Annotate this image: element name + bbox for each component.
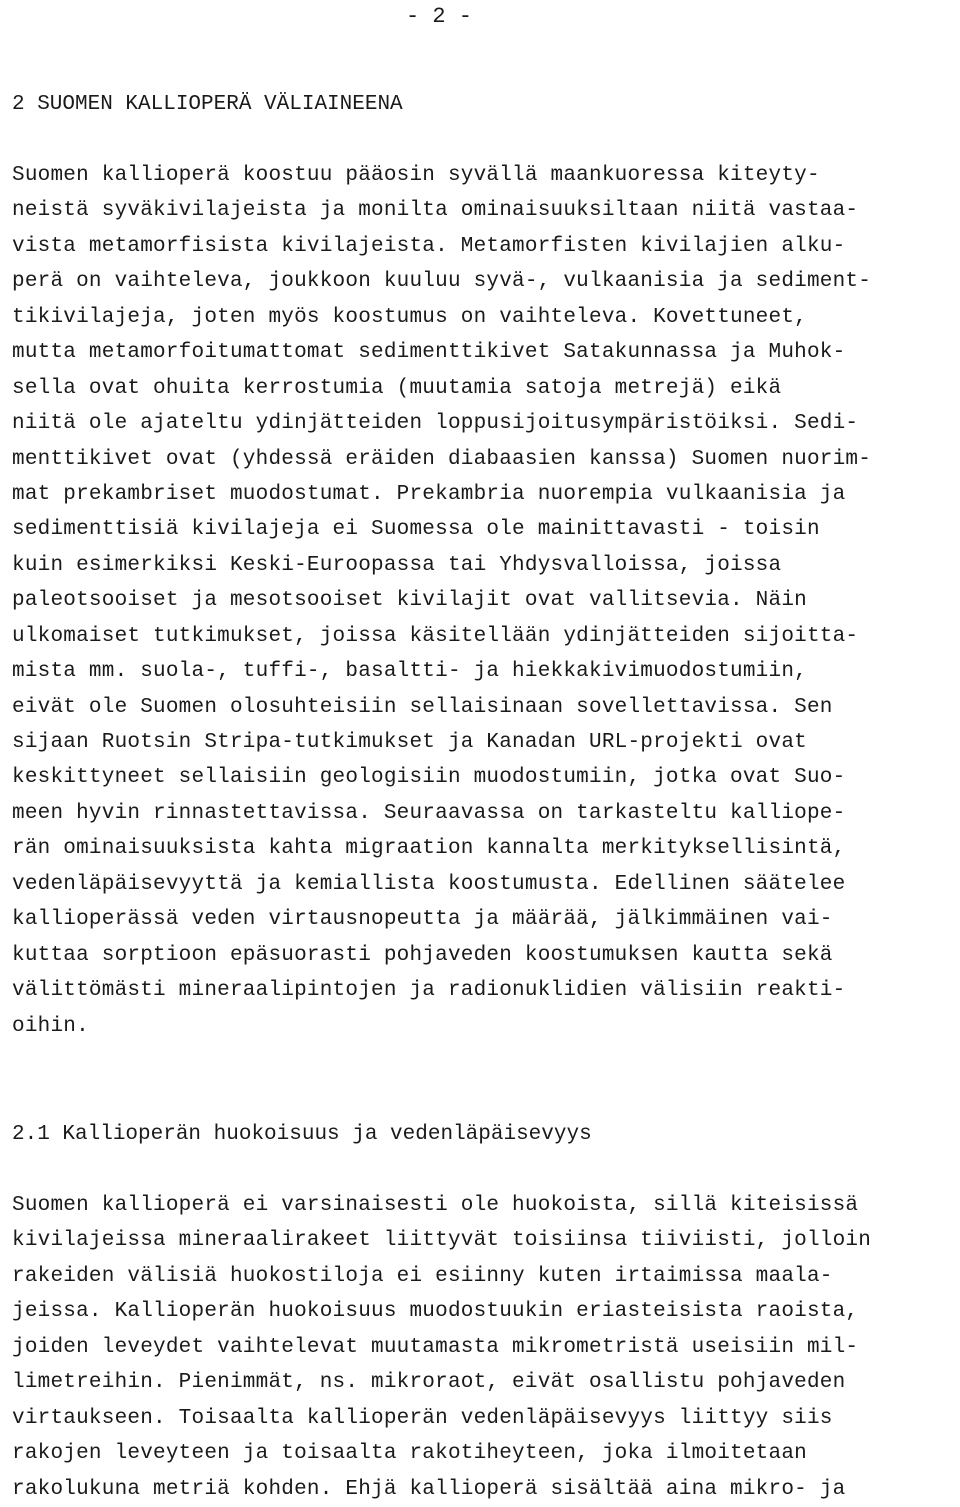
subsection-paragraph — [12, 1188, 960, 1507]
page-number: - 2 - — [406, 4, 473, 29]
section-heading: 2 SUOMEN KALLIOPERÄ VÄLIAINEENA — [12, 93, 403, 116]
text-line: keskittyneet sellaisiin geologisiin muodostumiin, jotka ovat Suo- — [12, 766, 846, 790]
text-line: kuin esimerkiksi Keski-Euroopassa tai Yhdysvalloissa, joissa — [12, 553, 782, 577]
text-line: välittömästi mineraalipintojen ja radionuklidien välisiin reakti- — [12, 979, 846, 1003]
text-line: kallioperässä veden virtausnopeutta ja määrää, jälkimmäinen vai- — [12, 908, 833, 932]
text-line: Suomen kallioperä koostuu pääosin syvällä maankuoressa kiteyty- — [12, 164, 820, 187]
text-line: perä on vaihteleva, joukkoon kuuluu syvä-, vulkaanisia ja sediment- — [12, 270, 872, 294]
text-line: mista mm. suola-, tuffi-, basaltti- ja hiekkakivimuodostumiin, — [12, 660, 807, 684]
text-line: rän ominaisuuksista kahta migraation kannalta merkityksellisintä, — [12, 837, 846, 861]
text-line: limetreihin. Pienimmät, ns. mikroraot, eivät osallistu pohjaveden — [12, 1371, 846, 1395]
text-line: menttikivet ovat (yhdessä eräiden diabaasien kanssa) Suomen nuorim- — [12, 447, 872, 471]
text-line: joiden leveydet vaihtelevat muutamasta mikrometristä useisiin mil- — [12, 1335, 859, 1359]
text-line: mat prekambriset muodostumat. Prekambria nuorempia vulkaanisia ja — [12, 482, 846, 506]
text-line: oihin. — [12, 1014, 89, 1038]
text-line: sella ovat ohuita kerrostumia (muutamia satoja metrejä) eikä — [12, 376, 782, 400]
text-line: kivilajeissa mineraalirakeet liittyvät toisiinsa tiiviisti, jolloin — [12, 1229, 872, 1253]
text-line: sijaan Ruotsin Stripa-tutkimukset ja Kanadan URL-projekti ovat — [12, 731, 807, 754]
text-line: mutta metamorfoitumattomat sedimenttikivet Satakunnassa ja Muhok- — [12, 341, 846, 365]
text-line: virtaukseen. Toisaalta kallioperän vedenläpäisevyys liittyy siis — [12, 1406, 833, 1430]
text-line: jeissa. Kallioperän huokoisuus muodostuukin eriasteisista raoista, — [12, 1300, 859, 1324]
text-line: rakojen leveyteen ja toisaalta rakotiheyteen, joka ilmoitetaan — [12, 1442, 807, 1466]
text-line: vedenläpäisevyyttä ja kemiallista koostumusta. Edellinen säätelee — [12, 872, 846, 896]
text-line: Suomen kallioperä ei varsinaisesti ole huokoista, sillä kiteisissä — [12, 1194, 859, 1217]
text-line: rakeiden välisiä huokostiloja ei esiinny kuten irtaimissa maala- — [12, 1264, 833, 1288]
text-line: tikivilajeja, joten myös koostumus on vaihteleva. Kovettuneet, — [12, 305, 807, 329]
text-line: vista metamorfisista kivilajeista. Metamorfisten kivilajien alku- — [12, 234, 846, 258]
text-line: paleotsooiset ja mesotsooiset kivilajit ovat vallitsevia. Näin — [12, 589, 807, 613]
text-line: eivät ole Suomen olosuhteisiin sellaisinaan sovellettavissa. Sen — [12, 695, 833, 719]
text-line: meen hyvin rinnastettavissa. Seuraavassa on tarkasteltu kalliope- — [12, 801, 846, 825]
text-line: neistä syväkivilajeista ja monilta ominaisuuksiltaan niitä vastaa- — [12, 199, 859, 223]
text-line: rakolukuna metriä kohden. Ehjä kallioperä sisältää aina mikro- ja — [12, 1477, 846, 1501]
subsection-heading: 2.1 Kallioperän huokoisuus ja vedenläpäisevyys — [12, 1123, 592, 1146]
text-line: ulkomaiset tutkimukset, joissa käsitellään ydinjätteiden sijoitta- — [12, 624, 859, 648]
text-line: kuttaa sorptioon epäsuorasti pohjaveden koostumuksen kautta sekä — [12, 943, 833, 967]
text-line: niitä ole ajateltu ydinjätteiden loppusijoitusympäristöiksi. Sedi- — [12, 412, 859, 436]
text-line: sedimenttisiä kivilajeja ei Suomessa ole mainittavasti - toisin — [12, 518, 820, 542]
section-paragraph — [12, 158, 960, 1044]
